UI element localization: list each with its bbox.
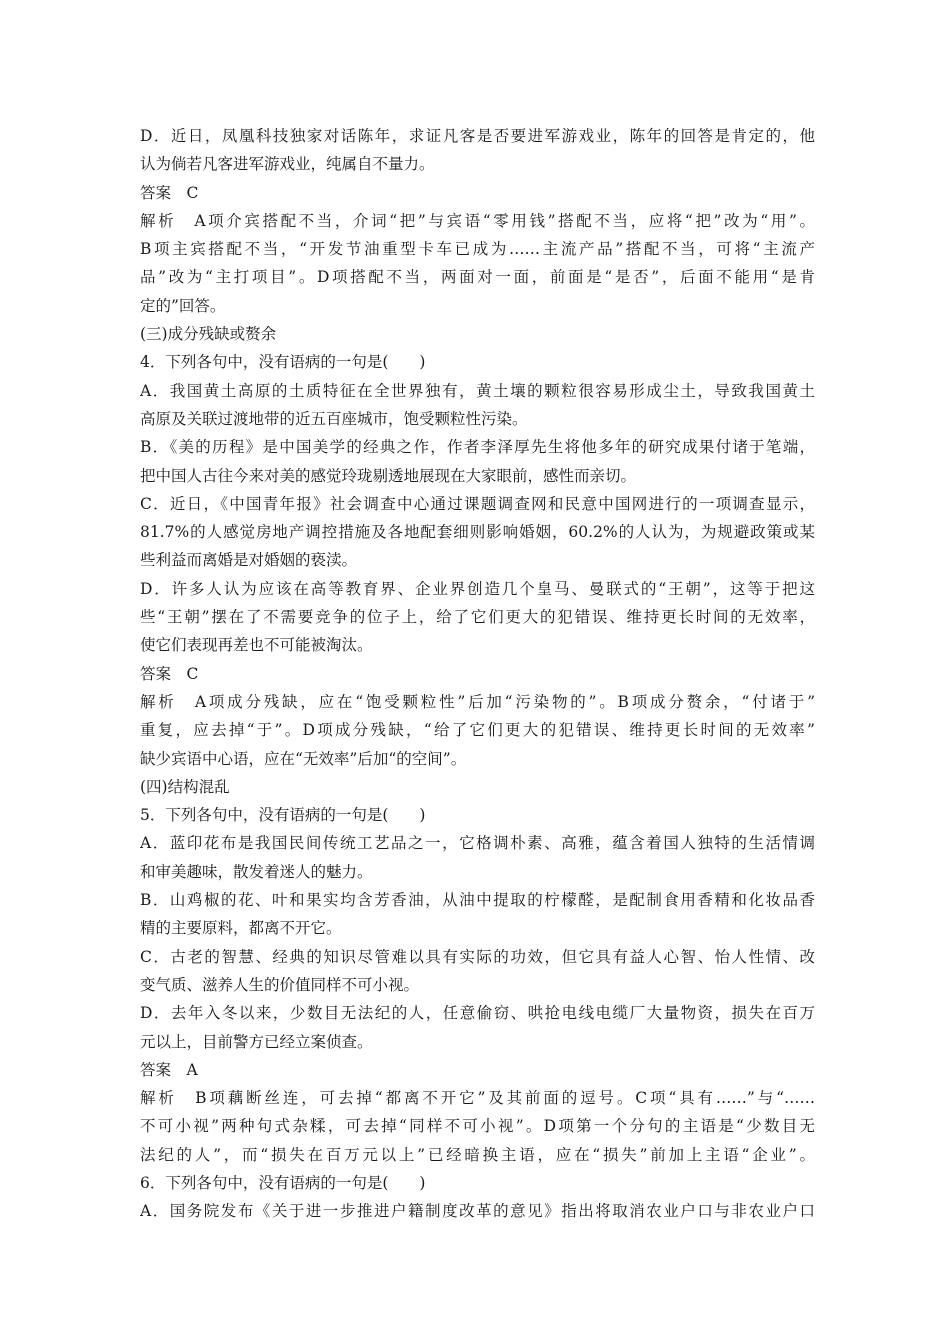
- text-line: 认为倘若凡客进军游戏业，纯属自不量力。: [140, 155, 435, 174]
- text-line: 重复，应去掉“于”。D项成分残缺，“给了它们更大的犯错误、维持更长时间的无效率”: [140, 721, 815, 740]
- text-line: 解析 B项藕断丝连，可去掉“都离不开它”及其前面的逗号。C项“具有……”与“……: [140, 1089, 815, 1108]
- text-line: B项主宾搭配不当，“开发节油重型卡车已成为……主流产品”搭配不当，可将“主流产: [140, 240, 815, 259]
- text-line: 5．下列各句中，没有语病的一句是( ): [140, 806, 426, 825]
- text-line: B．《美的历程》是中国美学的经典之作，作者李泽厚先生将他多年的研究成果付诸于笔端，: [140, 438, 815, 457]
- text-line: 不可小视”两种句式杂糅，可去掉“同样不可小视”。D项第一个分句的主语是“少数目无: [140, 1117, 815, 1136]
- text-line: 变气质、滋养人生的价值同样不可小视。: [140, 975, 420, 994]
- text-line: C．古老的智慧、经典的知识尽管难以具有实际的功效，但它具有益人心智、怡人性情、改: [140, 947, 815, 966]
- text-line: 和审美趣味，散发着迷人的魅力。: [140, 862, 373, 881]
- text-line: D．去年入冬以来，少数目无法纪的人，任意偷窃、哄抢电线电缆厂大量物资，损失在百万: [140, 1004, 815, 1023]
- text-line: 答案 C: [140, 183, 199, 202]
- text-line: 品”改为“主打项目”。D项搭配不当，两面对一面，前面是“是否”，后面不能用“是肯: [140, 268, 815, 287]
- text-line: 把中国人古往今来对美的感觉玲珑剔透地展现在大家眼前，感性而亲切。: [140, 466, 637, 485]
- text-line: 定的”回答。: [140, 296, 226, 315]
- text-line: B．山鸡椒的花、叶和果实均含芳香油，从油中提取的柠檬醛，是配制食用香精和化妆品香: [140, 891, 815, 910]
- text-line: A．我国黄土高原的土质特征在全世界独有，黄土壤的颗粒很容易形成尘土，导致我国黄土: [140, 381, 815, 400]
- text-line: A．蓝印花布是我国民间传统工艺品之一，它格调朴素、高雅，蕴含着国人独特的生活情调: [140, 834, 815, 853]
- text-line: 答案 C: [140, 664, 199, 683]
- text-line: 法纪的人”，而“损失在百万元以上”已经暗换主语，应在“损失”前加上主语“企业”。: [140, 1145, 815, 1164]
- text-line: 高原及关联过渡地带的近五百座城市，饱受颗粒性污染。: [140, 409, 528, 428]
- text-line: 使它们表现再差也不可能被淘汰。: [140, 636, 373, 655]
- text-line: 缺少宾语中心语，应在“无效率”后加“的空间”。: [140, 749, 467, 768]
- text-line: 解析 A项介宾搭配不当，介词“把”与宾语“零用钱”搭配不当，应将“把”改为“用”。: [140, 211, 815, 230]
- text-line: 些“王朝”摆在了不需要竞争的位子上，给了它们更大的犯错误、维持更长时间的无效率，: [140, 608, 815, 627]
- text-line: 精的主要原料，都离不开它。: [140, 919, 342, 938]
- text-line: 解析 A项成分残缺，应在“饱受颗粒性”后加“污染物的”。B项成分赘余，“付诸于”: [140, 692, 815, 711]
- text-line: C．近日，《中国青年报》社会调查中心通过课题调查网和民意中国网进行的一项调查显示，: [140, 494, 815, 513]
- text-line: (四)结构混乱: [140, 777, 230, 796]
- text-line: A．国务院发布《关于进一步推进户籍制度改革的意见》指出将取消农业户口与非农业户口: [140, 1202, 815, 1221]
- text-line: D．近日，凤凰科技独家对话陈年，求证凡客是否要进军游戏业，陈年的回答是肯定的，他: [140, 127, 815, 145]
- text-line: 些利益而离婚是对婚姻的亵渎。: [140, 551, 358, 570]
- document-page: [140, 122, 815, 1226]
- text-line: (三)成分残缺或赘余: [140, 325, 277, 344]
- text-line: 81.7%的人感觉房地产调控措施及各地配套细则影响婚姻，60.2%的人认为，为规避政策或某: [140, 523, 815, 542]
- text-line: 元以上，目前警方已经立案侦查。: [140, 1032, 373, 1051]
- text-line: 4．下列各句中，没有语病的一句是( ): [140, 353, 426, 372]
- text-line: 6．下列各句中，没有语病的一句是( ): [140, 1173, 426, 1192]
- text-line: 答案 A: [140, 1060, 198, 1079]
- text-line: D．许多人认为应该在高等教育界、企业界创造几个皇马、曼联式的“王朝”，这等于把这: [140, 579, 815, 598]
